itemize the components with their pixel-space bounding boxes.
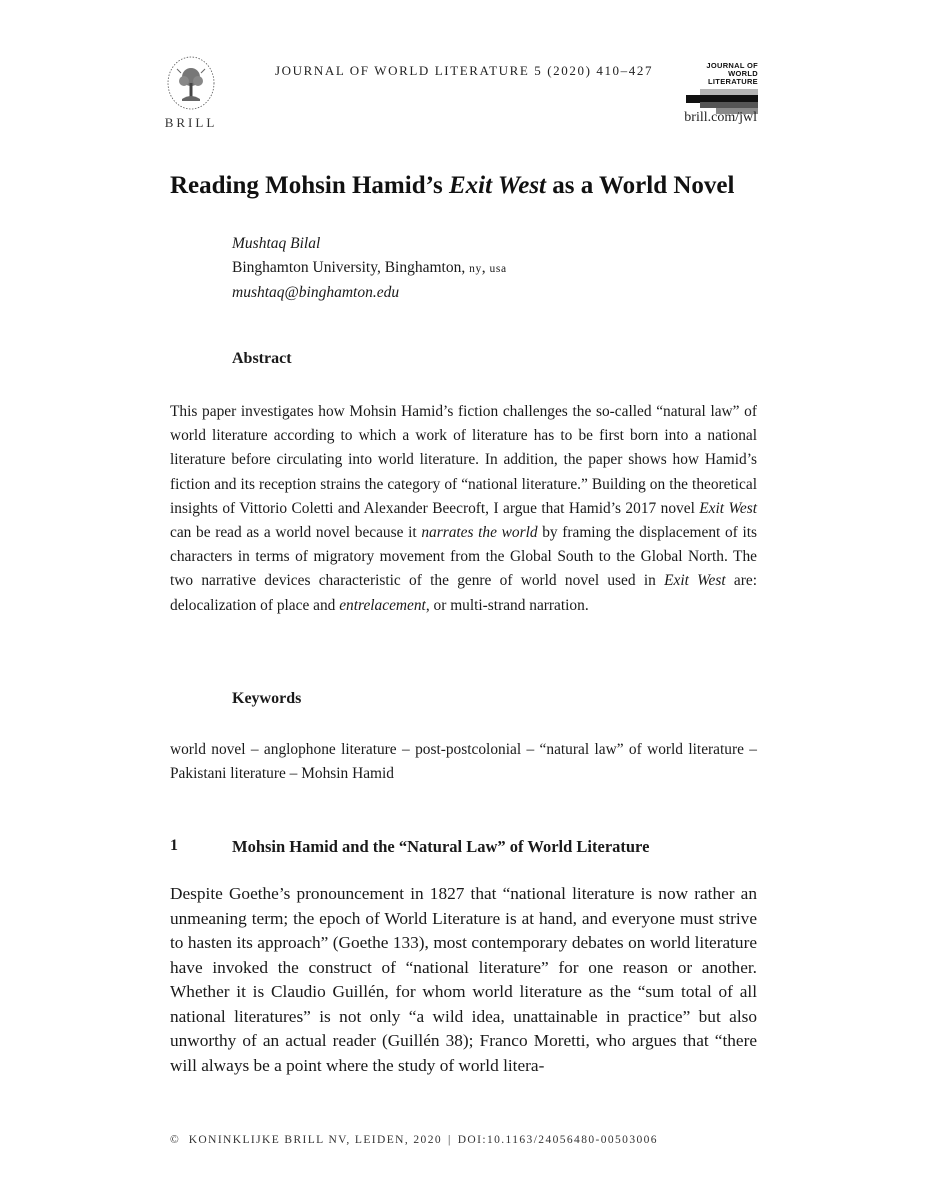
- journal-url[interactable]: brill.com/jwl: [684, 110, 757, 125]
- affiliation-sep: ,: [481, 258, 490, 276]
- running-head: JOURNAL OF WORLD LITERATURE 5 (2020) 410–427: [275, 63, 654, 78]
- affiliation-text: Binghamton University, Binghamton,: [232, 258, 470, 276]
- section-title: Mohsin Hamid and the “Natural Law” of World Literature: [232, 837, 650, 856]
- abstract-part: are: delocalization of place and: [170, 572, 757, 614]
- article-title: [170, 172, 770, 200]
- abstract-italic: Exit West: [699, 499, 758, 517]
- journal-mark-line2: WORLD LITERATURE: [708, 69, 758, 86]
- author-name: Mushtaq Bilal: [232, 235, 321, 252]
- copyright-text: KONINKLIJKE BRILL NV, LEIDEN, 2020: [188, 1134, 443, 1146]
- keywords-heading: Keywords: [232, 690, 302, 707]
- publisher-logo: [160, 55, 222, 131]
- footer-divider: |: [448, 1134, 452, 1146]
- abstract-part: This paper investigates how Mohsin Hamid’s fiction challenges the so-called “natural law” of world literature according to which a work of literature has to be first born into a national literature before circulating into world literature. In addition, the paper shows how Hamid’s fiction and its reception strains the category of “national literature.” Building on the theoretical insights of Vittorio Coletti and Alexander Beecroft, I argue that Hamid’s 2017 novel: [170, 403, 757, 517]
- affiliation-country: usa: [489, 262, 507, 275]
- journal-mark-line1: JOURNAL OF: [706, 61, 758, 70]
- title-part: Reading Mohsin Hamid’s: [170, 172, 449, 199]
- abstract-italic: Exit West: [664, 572, 726, 590]
- author-email[interactable]: mushtaq@binghamton.edu: [232, 284, 400, 301]
- section-number: 1: [170, 837, 178, 854]
- copyright-icon: ©: [170, 1134, 181, 1146]
- publisher-name: BRILL: [164, 115, 218, 130]
- journal-mark: [686, 62, 758, 115]
- abstract-heading: Abstract: [232, 350, 292, 367]
- abstract-part: by framing the displacement of its characters in terms of migratory movement from the Global South to the Global North. The two narrative devices characteristic of the genre of world novel used in: [170, 524, 757, 590]
- abstract-italic: narrates the world: [421, 524, 538, 542]
- abstract-part: can be read as a world novel because it: [170, 524, 422, 542]
- body-paragraph: Despite Goethe’s pronouncement in 1827 that “national literature is now rather an unmeaning term; the epoch of World Literature is at hand, and everyone must strive to hasten its approach” (Goethe 133), most contemporary debates on world literature have invoked the construct of “national literature” for one reason or another. Whether it is Claudio Guillén, for whom world literature as the “sum total of all national literatures” is not only “a wild idea, unattainable in practice” but also unworthy of an actual reader (Guillén 38); Franco Moretti, who argues that “there will always be a point where the study of world litera-: [170, 884, 757, 1075]
- title-part: as a World Novel: [546, 172, 735, 199]
- keywords-text: world novel – anglophone literature – post-postcolonial – “natural law” of world literature – Pakistani literature – Mohsin Hamid: [170, 741, 757, 783]
- abstract-text: [170, 400, 757, 618]
- doi-link[interactable]: DOI:10.1163/24056480-00503006: [457, 1134, 658, 1146]
- affiliation-state: ny: [469, 262, 482, 275]
- abstract-italic: entrelacement: [339, 596, 426, 614]
- author-affiliation: [232, 256, 507, 282]
- abstract-part: , or multi-strand narration.: [425, 596, 589, 614]
- page-footer: [170, 1134, 658, 1146]
- brill-tree-logo-icon: [165, 55, 217, 113]
- title-italic: Exit West: [448, 172, 546, 199]
- author-block: [232, 232, 507, 305]
